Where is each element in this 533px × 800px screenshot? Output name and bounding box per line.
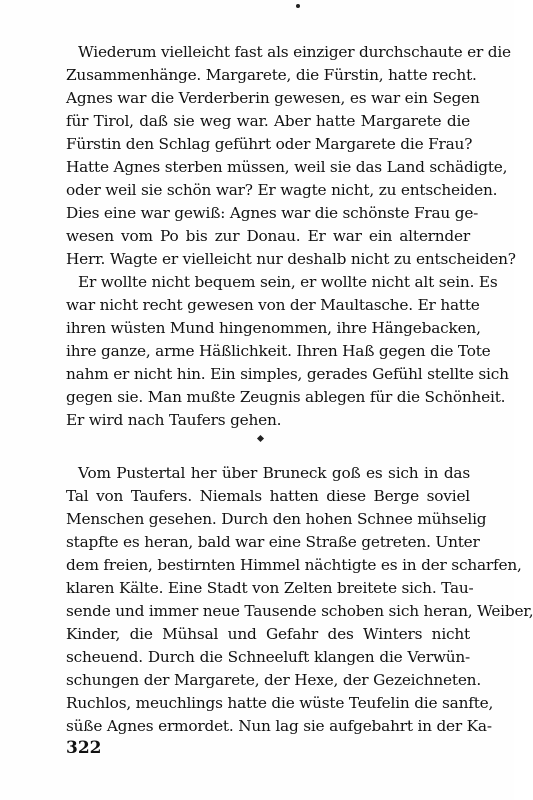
text-line: Tal von Taufers. Niemals hatten diese Berge soviel — [66, 487, 470, 505]
top-ornament-dot — [296, 4, 300, 8]
text-line: Herr. Wagte er vielleicht nur deshalb nicht zu entscheiden? — [66, 250, 516, 268]
paragraph-2 — [66, 271, 509, 432]
text-line: Agnes war die Verderberin gewesen, es war ein Segen — [66, 89, 480, 107]
text-line: war nicht recht gewesen von der Maultasche. Er hatte — [66, 296, 480, 314]
text-line: schungen der Margarete, der Hexe, der Gezeichneten. — [66, 671, 481, 689]
text-line: wesen vom Po bis zur Donau. Er war ein alternder — [66, 227, 470, 245]
paragraph-1 — [66, 41, 516, 271]
text-line: Ruchlos, meuchlings hatte die wüste Teufelin die sanfte, — [66, 694, 494, 712]
text-line: Hatte Agnes sterben müssen, weil sie das Land schädigte, — [66, 158, 508, 176]
text-line: Menschen gesehen. Durch den hohen Schnee mühselig — [66, 510, 487, 528]
text-line: dem freien, bestirnten Himmel nächtigte es in der scharfen, — [66, 556, 522, 574]
text-line: Wiederum vielleicht fast als einziger durchschaute er die — [78, 43, 511, 61]
text-line: oder weil sie schön war? Er wagte nicht, zu entscheiden. — [66, 181, 498, 199]
text-line: für Tirol, daß sie weg war. Aber hatte Margarete die — [66, 112, 470, 130]
text-line: gegen sie. Man mußte Zeugnis ablegen für die Schönheit. — [66, 388, 506, 406]
text-line: ihre ganze, arme Häßlichkeit. Ihren Haß gegen die Tote — [66, 342, 491, 360]
text-line: klaren Kälte. Eine Stadt von Zelten breitete sich. Tau- — [66, 579, 474, 597]
text-line: Vom Pustertal her über Bruneck goß es sich in das — [78, 464, 470, 482]
page-number: 322 — [66, 738, 102, 758]
text-line: Er wollte nicht bequem sein, er wollte nicht alt sein. Es — [78, 273, 498, 291]
text-line: Zusammenhänge. Margarete, die Fürstin, hatte recht. — [66, 66, 477, 84]
text-line: ihren wüsten Mund hingenommen, ihre Hängebacken, — [66, 319, 481, 337]
text-line: süße Agnes ermordet. Nun lag sie aufgebahrt in der Ka- — [66, 717, 492, 735]
text-line: Kinder, die Mühsal und Gefahr des Winters nicht — [66, 625, 470, 643]
paragraph-3 — [66, 462, 533, 738]
text-line: stapfte es heran, bald war eine Straße getreten. Unter — [66, 533, 480, 551]
text-line: nahm er nicht hin. Ein simples, gerades Gefühl stellte sich — [66, 365, 509, 383]
text-line: scheuend. Durch die Schneeluft klangen die Verwün- — [66, 648, 470, 666]
section-separator-ornament — [257, 435, 264, 442]
text-line: Dies eine war gewiß: Agnes war die schönste Frau ge- — [66, 204, 479, 222]
text-line: Er wird nach Taufers gehen. — [66, 411, 282, 429]
text-line: sende und immer neue Tausende schoben sich heran, Weiber, — [66, 602, 533, 620]
text-line: Fürstin den Schlag geführt oder Margarete die Frau? — [66, 135, 473, 153]
